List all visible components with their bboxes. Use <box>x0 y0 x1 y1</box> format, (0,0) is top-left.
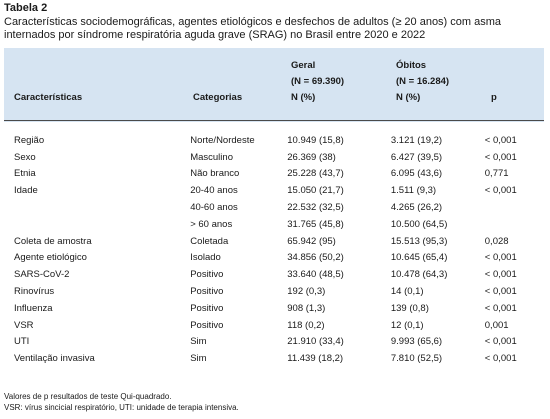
data-table <box>4 48 544 383</box>
table-title: Características sociodemográficas, agentes etiológicos e desfechos de adultos (≥ 20 anos) com asma internados por síndrome respiratória aguda grave (SRAG) no Brasil entre 2020 e 2022 <box>4 15 502 41</box>
cell-caracteristica: Rinovírus <box>14 286 55 298</box>
header-p: p <box>491 92 497 103</box>
cell-caracteristica: Ventilação invasiva <box>14 353 95 365</box>
cell-obitos: 1.511 (9,3) <box>390 185 437 197</box>
cell-caracteristica: UTI <box>14 336 30 348</box>
table-row <box>4 266 544 283</box>
cell-caracteristica: VSR <box>14 319 34 331</box>
cell-p: < 0,001 <box>484 252 517 264</box>
cell-categoria: Positivo <box>190 319 224 331</box>
header-geral-n: (N = 69.390) <box>291 76 345 87</box>
cell-categoria: Sim <box>190 353 207 365</box>
cell-geral: 15.050 (21,7) <box>287 185 344 197</box>
cell-categoria: Norte/Nordeste <box>190 134 255 146</box>
cell-p: 0,771 <box>484 168 509 180</box>
table-row <box>4 334 544 351</box>
cell-obitos: 6.095 (43,6) <box>390 168 443 180</box>
cell-obitos: 139 (0,8) <box>390 302 429 314</box>
table-row <box>4 300 544 317</box>
cell-geral: 118 (0,2) <box>287 319 325 331</box>
cell-obitos: 3.121 (19,2) <box>390 134 443 146</box>
cell-p: < 0,001 <box>484 185 517 197</box>
header-categorias: Categorias <box>193 92 243 103</box>
cell-obitos: 6.427 (39,5) <box>390 151 443 163</box>
cell-obitos: 15.513 (95,3) <box>390 235 448 247</box>
cell-obitos: 9.993 (65,6) <box>390 336 443 348</box>
cell-p: 0,028 <box>484 235 509 247</box>
cell-p: < 0,001 <box>484 302 517 314</box>
cell-caracteristica <box>4 199 190 216</box>
table-row <box>4 166 544 183</box>
header-obitos-pct: N (%) <box>396 92 421 103</box>
cell-p <box>485 199 544 216</box>
cell-categoria: Positivo <box>190 269 224 281</box>
header-geral-title: Geral <box>291 60 316 71</box>
table-header <box>4 48 544 120</box>
cell-p: < 0,001 <box>484 286 517 298</box>
cell-categoria: Não branco <box>190 168 240 180</box>
table-row <box>4 199 544 216</box>
cell-geral: 21.910 (33,4) <box>287 336 344 348</box>
cell-caracteristica: Coleta de amostra <box>14 235 92 247</box>
cell-geral: 10.949 (15,8) <box>287 134 344 146</box>
cell-p: < 0,001 <box>484 336 517 348</box>
table-row <box>4 350 544 367</box>
cell-categoria: Coletada <box>190 235 229 247</box>
table-row <box>4 283 544 300</box>
cell-geral: 31.765 (45,8) <box>287 218 344 230</box>
cell-geral: 25.228 (43,7) <box>287 168 344 180</box>
cell-obitos: 10.478 (64,3) <box>390 269 448 281</box>
table-row <box>4 233 544 250</box>
cell-geral: 34.856 (50,2) <box>287 252 344 264</box>
footnote-abbreviations: VSR: vírus sincicial respiratório, UTI: unidade de terapia intensiva. <box>4 403 239 412</box>
header-obitos-title: Óbitos <box>396 60 427 71</box>
table-row <box>4 250 544 267</box>
header-geral-pct: N (%) <box>291 92 316 103</box>
cell-geral: 33.640 (48,5) <box>287 269 344 281</box>
header-obitos-n: (N = 16.284) <box>396 76 450 87</box>
cell-obitos: 4.265 (26,2) <box>390 202 443 214</box>
cell-categoria: Isolado <box>190 252 221 264</box>
footnote-p-values: Valores de p resultados de teste Qui-quadrado. <box>4 392 172 401</box>
cell-categoria: Masculino <box>190 151 233 163</box>
cell-caracteristica: Região <box>14 134 45 146</box>
cell-geral: 65.942 (95) <box>287 235 336 247</box>
cell-categoria: > 60 anos <box>190 218 233 230</box>
table-row <box>4 132 544 149</box>
table-body <box>4 122 544 383</box>
table-row <box>4 182 544 199</box>
cell-categoria: Positivo <box>190 302 224 314</box>
header-caracteristicas: Características <box>14 92 83 103</box>
cell-geral: 22.532 (32,5) <box>287 202 344 214</box>
cell-obitos: 10.500 (64,5) <box>390 218 448 230</box>
cell-caracteristica: SARS-CoV-2 <box>14 269 70 281</box>
cell-caracteristica: Sexo <box>14 151 36 163</box>
table-caption <box>4 2 544 43</box>
cell-obitos: 10.645 (65,4) <box>390 252 448 264</box>
table-row <box>4 317 544 334</box>
cell-obitos: 12 (0,1) <box>390 319 424 331</box>
cell-p: < 0,001 <box>484 151 517 163</box>
cell-geral: 11.439 (18,2) <box>287 353 344 365</box>
table-row <box>4 149 544 166</box>
cell-categoria: Positivo <box>190 286 224 298</box>
cell-categoria: 40-60 anos <box>190 202 238 214</box>
header-divider <box>4 120 544 121</box>
cell-obitos: 7.810 (52,5) <box>390 353 443 365</box>
cell-categoria: Sim <box>190 336 207 348</box>
cell-geral: 192 (0,3) <box>287 286 326 298</box>
table-label: Tabela 2 <box>4 2 48 14</box>
cell-obitos: 14 (0,1) <box>390 286 424 298</box>
cell-p: < 0,001 <box>484 269 517 281</box>
table-footnotes <box>4 391 239 413</box>
table-row <box>4 216 544 233</box>
cell-p: < 0,001 <box>484 353 517 365</box>
cell-geral: 908 (1,3) <box>287 302 326 314</box>
cell-p <box>485 216 544 233</box>
cell-p: 0,001 <box>484 319 509 331</box>
cell-geral: 26.369 (38) <box>287 151 336 163</box>
cell-caracteristica <box>4 216 190 233</box>
cell-p: < 0,001 <box>484 134 517 146</box>
cell-caracteristica: Etnia <box>14 168 36 180</box>
cell-categoria: 20-40 anos <box>190 185 238 197</box>
cell-caracteristica: Influenza <box>14 302 53 314</box>
cell-caracteristica: Idade <box>14 185 38 197</box>
table-rows <box>4 132 544 367</box>
cell-caracteristica: Agente etiológico <box>14 252 87 264</box>
